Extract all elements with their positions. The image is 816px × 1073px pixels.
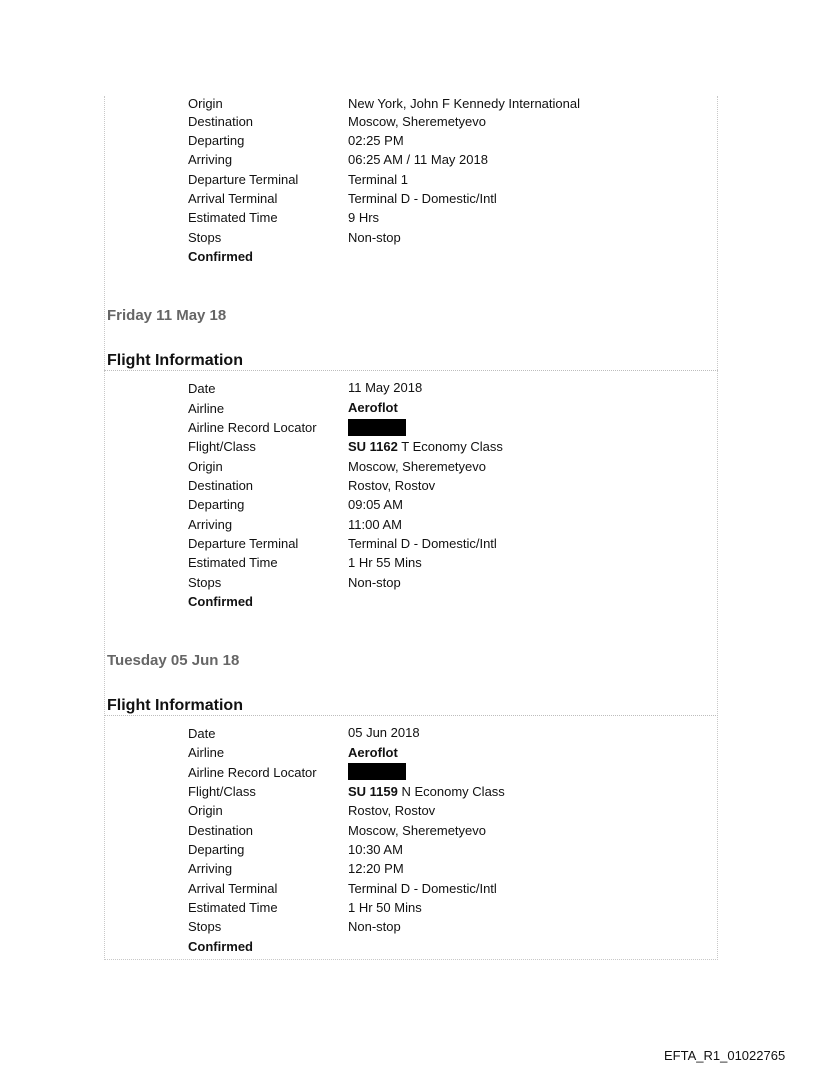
flight-class-value: [348, 439, 503, 455]
section-title: Flight Information: [107, 352, 243, 369]
airline-value: Aeroflot: [348, 745, 398, 760]
departing-label: Departing: [188, 497, 245, 512]
stops-label: Stops: [188, 230, 222, 245]
departure-terminal-value: Terminal D - Domestic/Intl: [348, 536, 497, 551]
status-confirmed: Confirmed: [188, 249, 253, 264]
departing-label: Departing: [188, 133, 245, 148]
stops-value: Non-stop: [348, 230, 401, 245]
date-value: 05 Jun 2018: [348, 725, 420, 740]
destination-value: Moscow, Sheremetyevo: [348, 823, 487, 838]
departure-terminal-label: Departure Terminal: [188, 172, 299, 187]
section-title: Flight Information: [107, 697, 243, 714]
fare-class: T Economy Class: [397, 439, 503, 454]
origin-value: Moscow, Sheremetyevo: [348, 459, 487, 474]
status-confirmed: Confirmed: [188, 594, 253, 609]
arriving-label: Arriving: [188, 861, 233, 876]
record-locator-label: Airline Record Locator: [188, 420, 317, 435]
arriving-value: 12:20 PM: [348, 861, 404, 876]
stops-label: Stops: [188, 919, 222, 934]
date-label: Date: [188, 381, 216, 396]
departure-terminal-label: Departure Terminal: [188, 536, 299, 551]
fare-class: N Economy Class: [397, 784, 505, 799]
estimated-time-label: Estimated Time: [188, 210, 278, 225]
arrival-terminal-label: Arrival Terminal: [188, 881, 278, 896]
airline-value: Aeroflot: [348, 400, 398, 415]
document-id: EFTA_R1_01022765: [664, 1048, 786, 1063]
estimated-time-value: 9 Hrs: [348, 210, 380, 225]
redaction-box: [348, 763, 406, 780]
arrival-terminal-value: Terminal D - Domestic/Intl: [348, 191, 497, 206]
departing-value: 02:25 PM: [348, 133, 404, 148]
departing-value: 09:05 AM: [348, 497, 403, 512]
origin-label: Origin: [188, 459, 223, 474]
origin-label: Origin: [188, 803, 223, 818]
departure-terminal-value: Terminal 1: [348, 172, 408, 187]
estimated-time-value: 1 Hr 55 Mins: [348, 555, 422, 570]
arriving-label: Arriving: [188, 152, 233, 167]
section-divider: [104, 715, 718, 716]
record-locator-label: Airline Record Locator: [188, 765, 317, 780]
flight-class-label: Flight/Class: [188, 439, 256, 454]
stops-value: Non-stop: [348, 919, 401, 934]
redaction-box: [348, 419, 406, 436]
stops-label: Stops: [188, 575, 222, 590]
flight-number: SU 1159: [348, 784, 398, 799]
origin-value: Rostov, Rostov: [348, 803, 436, 818]
destination-value: Moscow, Sheremetyevo: [348, 114, 487, 129]
departing-value: 10:30 AM: [348, 842, 403, 857]
day-heading: Friday 11 May 18: [107, 307, 227, 324]
date-label: Date: [188, 726, 216, 741]
day-heading: Tuesday 05 Jun 18: [107, 652, 240, 669]
airline-label: Airline: [188, 401, 225, 416]
destination-value: Rostov, Rostov: [348, 478, 436, 493]
arriving-label: Arriving: [188, 517, 233, 532]
arrival-terminal-value: Terminal D - Domestic/Intl: [348, 881, 497, 896]
section-divider: [104, 370, 718, 371]
origin-label: Origin: [188, 96, 223, 111]
status-confirmed: Confirmed: [188, 939, 253, 954]
arriving-value: 06:25 AM / 11 May 2018: [348, 152, 488, 167]
estimated-time-label: Estimated Time: [188, 555, 278, 570]
airline-label: Airline: [188, 745, 225, 760]
arriving-value: 11:00 AM: [348, 517, 402, 532]
flight-number: SU 1162: [348, 439, 398, 454]
destination-label: Destination: [188, 114, 254, 129]
origin-value: New York, John F Kennedy International: [348, 96, 580, 111]
stops-value: Non-stop: [348, 575, 401, 590]
flight-class-label: Flight/Class: [188, 784, 256, 799]
estimated-time-value: 1 Hr 50 Mins: [348, 900, 422, 915]
destination-label: Destination: [188, 478, 254, 493]
arrival-terminal-label: Arrival Terminal: [188, 191, 278, 206]
estimated-time-label: Estimated Time: [188, 900, 278, 915]
flight-class-value: [348, 784, 505, 800]
destination-label: Destination: [188, 823, 254, 838]
date-value: 11 May 2018: [348, 380, 423, 395]
departing-label: Departing: [188, 842, 245, 857]
